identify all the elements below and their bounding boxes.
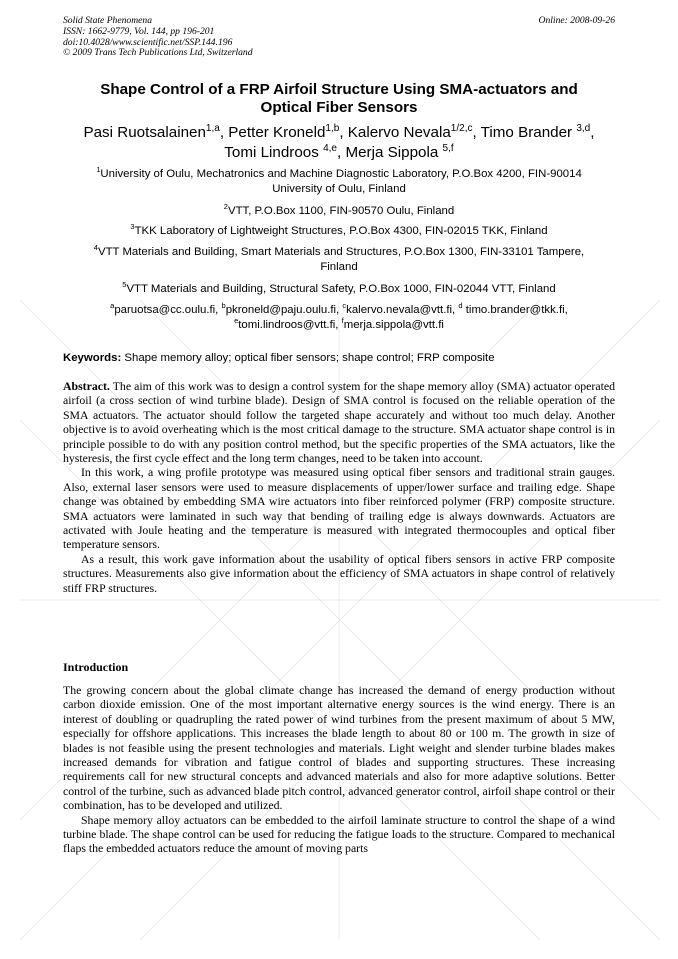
author-sup: 1/2,c: [450, 122, 473, 134]
affiliation-sup: 3: [130, 222, 135, 232]
affiliation-sup: 1: [96, 165, 101, 175]
author-name: Kalervo Nevala: [347, 124, 451, 141]
abstract-text: The aim of this work was to design a control system for the shape memory alloy (SMA) actuator operated airfoil (a cross section of wind turbine blade). Design of SMA control is focused on the reliable operation of the SMA actuators. The actuator should follow the targeted shape accurately and without too much delay. Another objective is to avoid overheating which is the most critical damage to the structure. SMA actuator shape control is in principle possible to do with any position control method, but the specific properties of the SMA actuators, like the hysteresis, the first cycle effect and the long term changes, need to be taken into account.: [63, 379, 615, 466]
email-link[interactable]: timo.brander@tkk.fi,: [462, 304, 568, 316]
author-name: Petter Kroneld: [228, 124, 326, 141]
affiliation-sup: 5: [122, 280, 127, 290]
introduction-paragraph-1: The growing concern about the global climate change has increased the demand of energy production without carbon dioxide emission. One of the most important alternative energy sources is the wind energy. There is an interest of doubling or quadrupling the rated power of wind turbines from the present maximum of about 5 MW, especially for offshore applications. This increases the blade length to about 80 or 100 m. The growth in size of blades is not feasible using the present technologies and materials. Light weight and slender turbine blades makes increased demands for vibration and fatigue control of blades and supporting structures. These increasing requirements call for new structural concepts and advanced materials and also for more adaptive solutions. Better control of the turbine, such as advanced blade pitch control, advanced generator control, airfoil shape control or their combination, has to be developed and utilized.: [63, 683, 615, 813]
email-sup: e: [234, 316, 239, 326]
author-sup: 4,e: [323, 142, 337, 154]
introduction-paragraph-2: Shape memory alloy actuators can be embedded to the airfoil laminate structure to control the shape of a wind turbine blade. The shape control can be used for reducing the fatigue loads to the structure. Compared to mechanical flaps the embedded actuators reduce the amount of moving parts: [63, 812, 615, 856]
affiliation-sup: 2: [223, 202, 228, 212]
author-name: Pasi Ruotsalainen: [83, 124, 206, 141]
abstract-paragraph-2: In this work, a wing profile prototype was measured using optical fiber sensors and traditional strain gauges. Also, external laser sensors were used to measure displacements of upper/lower surface and trailing edge. Shape change was obtained by embedding SMA wire actuators into fiber reinforced polymer (FRP) composite structure. SMA actuators were laminated in such way that bending of trailing edge is always downwards. Actuators are activated with Joule heating and the temperature is measured with integrated thermocouples and optical fiber temperature sensors.: [63, 465, 615, 552]
affiliation-5: [48, 282, 630, 297]
email-link[interactable]: merja.sippola@vtt.fi: [343, 319, 444, 331]
author-list: [30, 123, 648, 163]
paper-title: [40, 81, 638, 117]
title-line-1: Shape Control of a FRP Airfoil Structure Using SMA-actuators and: [100, 81, 578, 98]
journal-name: Solid State Phenomena: [63, 15, 152, 26]
keywords-line: [63, 351, 619, 366]
journal-header: [63, 16, 615, 59]
email-link[interactable]: paruotsa@cc.oulu.fi,: [114, 304, 222, 316]
email-list: [48, 303, 630, 333]
email-sup: b: [221, 301, 226, 311]
author-separator: ,: [337, 144, 346, 161]
abstract-paragraph-1: [63, 379, 615, 465]
section-heading-introduction: Introduction: [63, 660, 129, 674]
keywords-label: Keywords:: [63, 352, 122, 364]
author-name: Merja Sippola: [345, 144, 443, 161]
affiliation-text: VTT Materials and Building, Smart Materials and Structures, P.O.Box 1300, FIN-33101 Tampere,: [97, 246, 585, 258]
author-sup: 1,a: [205, 122, 220, 134]
email-link[interactable]: pkroneld@paju.oulu.fi,: [225, 304, 343, 316]
author-separator: ,: [219, 124, 229, 141]
affiliation-text: VTT, P.O.Box 1100, FIN-90570 Oulu, Finland: [227, 205, 455, 217]
author-separator: ,: [472, 124, 481, 141]
affiliation-text: TKK Laboratory of Lightweight Structures, P.O.Box 4300, FIN-02015 TKK, Finland: [134, 225, 548, 237]
author-separator: ,: [339, 124, 348, 141]
online-date: Online: 2008-09-26: [538, 15, 615, 26]
email-sup: c: [342, 301, 347, 311]
email-sup: a: [110, 301, 115, 311]
author-sup: 5,f: [442, 142, 454, 154]
affiliation-text: Finland: [320, 261, 358, 273]
copyright-line: © 2009 Trans Tech Publications Ltd, Switzerland: [63, 47, 253, 59]
doi-line: doi:10.4028/www.scientific.net/SSP.144.196: [63, 36, 233, 48]
title-line-2: Optical Fiber Sensors: [260, 99, 418, 116]
affiliation-2: [48, 204, 630, 219]
affiliation-1: [48, 167, 630, 197]
author-sup: 1,b: [325, 122, 340, 134]
abstract-label: Abstract.: [63, 379, 110, 393]
affiliation-sup: 4: [93, 243, 98, 253]
affiliation-text: University of Oulu, Mechatronics and Machine Diagnostic Laboratory, P.O.Box 4200, FIN-90014: [100, 168, 582, 180]
author-name: Tomi Lindroos: [224, 144, 324, 161]
affiliation-4: [48, 245, 630, 275]
author-name: Timo Brander: [480, 124, 577, 141]
affiliation-text: VTT Materials and Building, Structural Safety, P.O.Box 1000, FIN-02044 VTT, Finland: [126, 283, 556, 295]
introduction-section: [63, 683, 615, 856]
keywords-text: Shape memory alloy; optical fiber sensors; shape control; FRP composite: [121, 352, 495, 364]
email-sup: d: [458, 301, 463, 311]
author-sup: 3,d: [576, 122, 591, 134]
affiliation-3: [48, 224, 630, 239]
issn-line: ISSN: 1662-9779, Vol. 144, pp 196-201: [63, 25, 215, 37]
email-link[interactable]: kalervo.nevala@vtt.fi,: [346, 304, 459, 316]
author-separator: ,: [590, 124, 595, 141]
abstract-section: [63, 379, 615, 595]
email-sup: f: [341, 316, 344, 326]
affiliation-text: University of Oulu, Finland: [272, 183, 406, 195]
email-link[interactable]: tomi.lindroos@vtt.fi,: [238, 319, 342, 331]
abstract-paragraph-3: As a result, this work gave information about the usability of optical fibers sensors in active FRP composite structures. Measurements also give information about the efficiency of SMA actuators in shape control of relatively stiff FRP structures.: [63, 551, 615, 595]
